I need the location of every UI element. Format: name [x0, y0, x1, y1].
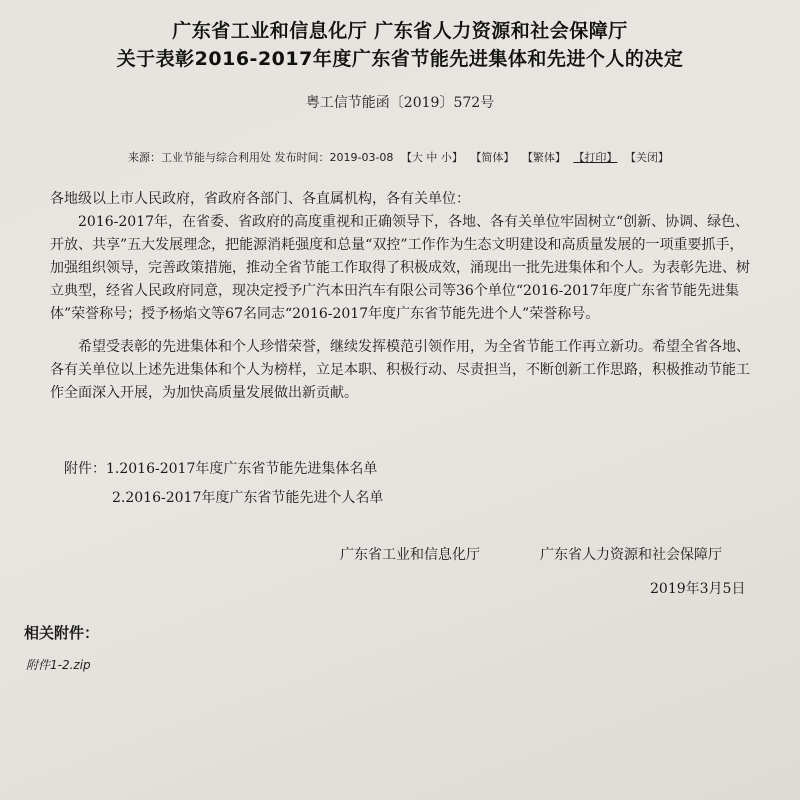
close-link[interactable]: 【关闭】: [624, 151, 669, 164]
source-label: 来源：: [128, 151, 161, 164]
source-value: 工业节能与综合利用处: [161, 151, 271, 164]
document-number: 粤工信节能函〔2019〕572号: [305, 95, 495, 111]
related-attachments-title: 相关附件：: [24, 624, 100, 642]
signature-org-1: 广东省工业和信息化厅: [340, 547, 480, 563]
attachment-item-2: 2.2016-2017年度广东省节能先进个人名单: [112, 490, 384, 506]
document-title-line1: 广东省工业和信息化厅 广东省人力资源和社会保障厅: [172, 20, 628, 42]
document-title-line2: 关于表彰2016-2017年度广东省节能先进集体和先进个人的决定: [116, 48, 684, 70]
publish-time: 2019-03-08: [329, 151, 394, 164]
font-size-control[interactable]: 【大 中 小】: [400, 151, 463, 164]
traditional-link[interactable]: 【繁体】: [521, 151, 566, 164]
publish-label: 发布时间：: [274, 151, 330, 164]
meta-bar: [128, 149, 669, 165]
paragraph-1: 2016-2017年，在省委、省政府的高度重视和正确领导下，各地、各有关单位牢固树立“创新、协调、绿色、开放、共享”五大发展理念，把能源消耗强度和总量“双控”工作作为生态文明建设和高质量发展的一项重要抓手，加强组织领导，完善政策措施，推动全省节能工作取得了积极成效，涌现出一批先进集体和个人。为表彰先进、树立典型，经省人民政府同意，现决定授予广汽本田汽车有限公司等36个单位“2016-2017年度广东省节能先进集体”荣誉称号；授予杨焰文等67名同志“2016-2017年度广东省节能先进个人”荣誉称号。: [50, 214, 750, 322]
simplified-link[interactable]: 【简体】: [470, 151, 515, 164]
document-body: [50, 188, 756, 405]
print-link[interactable]: 【打印】: [573, 151, 618, 164]
signature-org-2: 广东省人力资源和社会保障厅: [540, 547, 722, 563]
signature-date: 2019年3月5日: [650, 581, 746, 597]
attachment-item-1: 附件：1.2016-2017年度广东省节能先进集体名单: [64, 461, 378, 477]
salutation: 各地级以上市人民政府，省政府各部门、各直属机构，各有关单位：: [50, 191, 470, 207]
attachment-file-link[interactable]: 附件1-2.zip: [26, 658, 91, 672]
paragraph-2: 希望受表彰的先进集体和个人珍惜荣誉，继续发挥模范引领作用，为全省节能工作再立新功。希望全省各地、各有关单位以上述先进集体和个人为榜样，立足本职、积极行动、尽责担当，不断创新工作思路，积极推动节能工作全面深入开展，为加快高质量发展做出新贡献。: [50, 339, 750, 401]
